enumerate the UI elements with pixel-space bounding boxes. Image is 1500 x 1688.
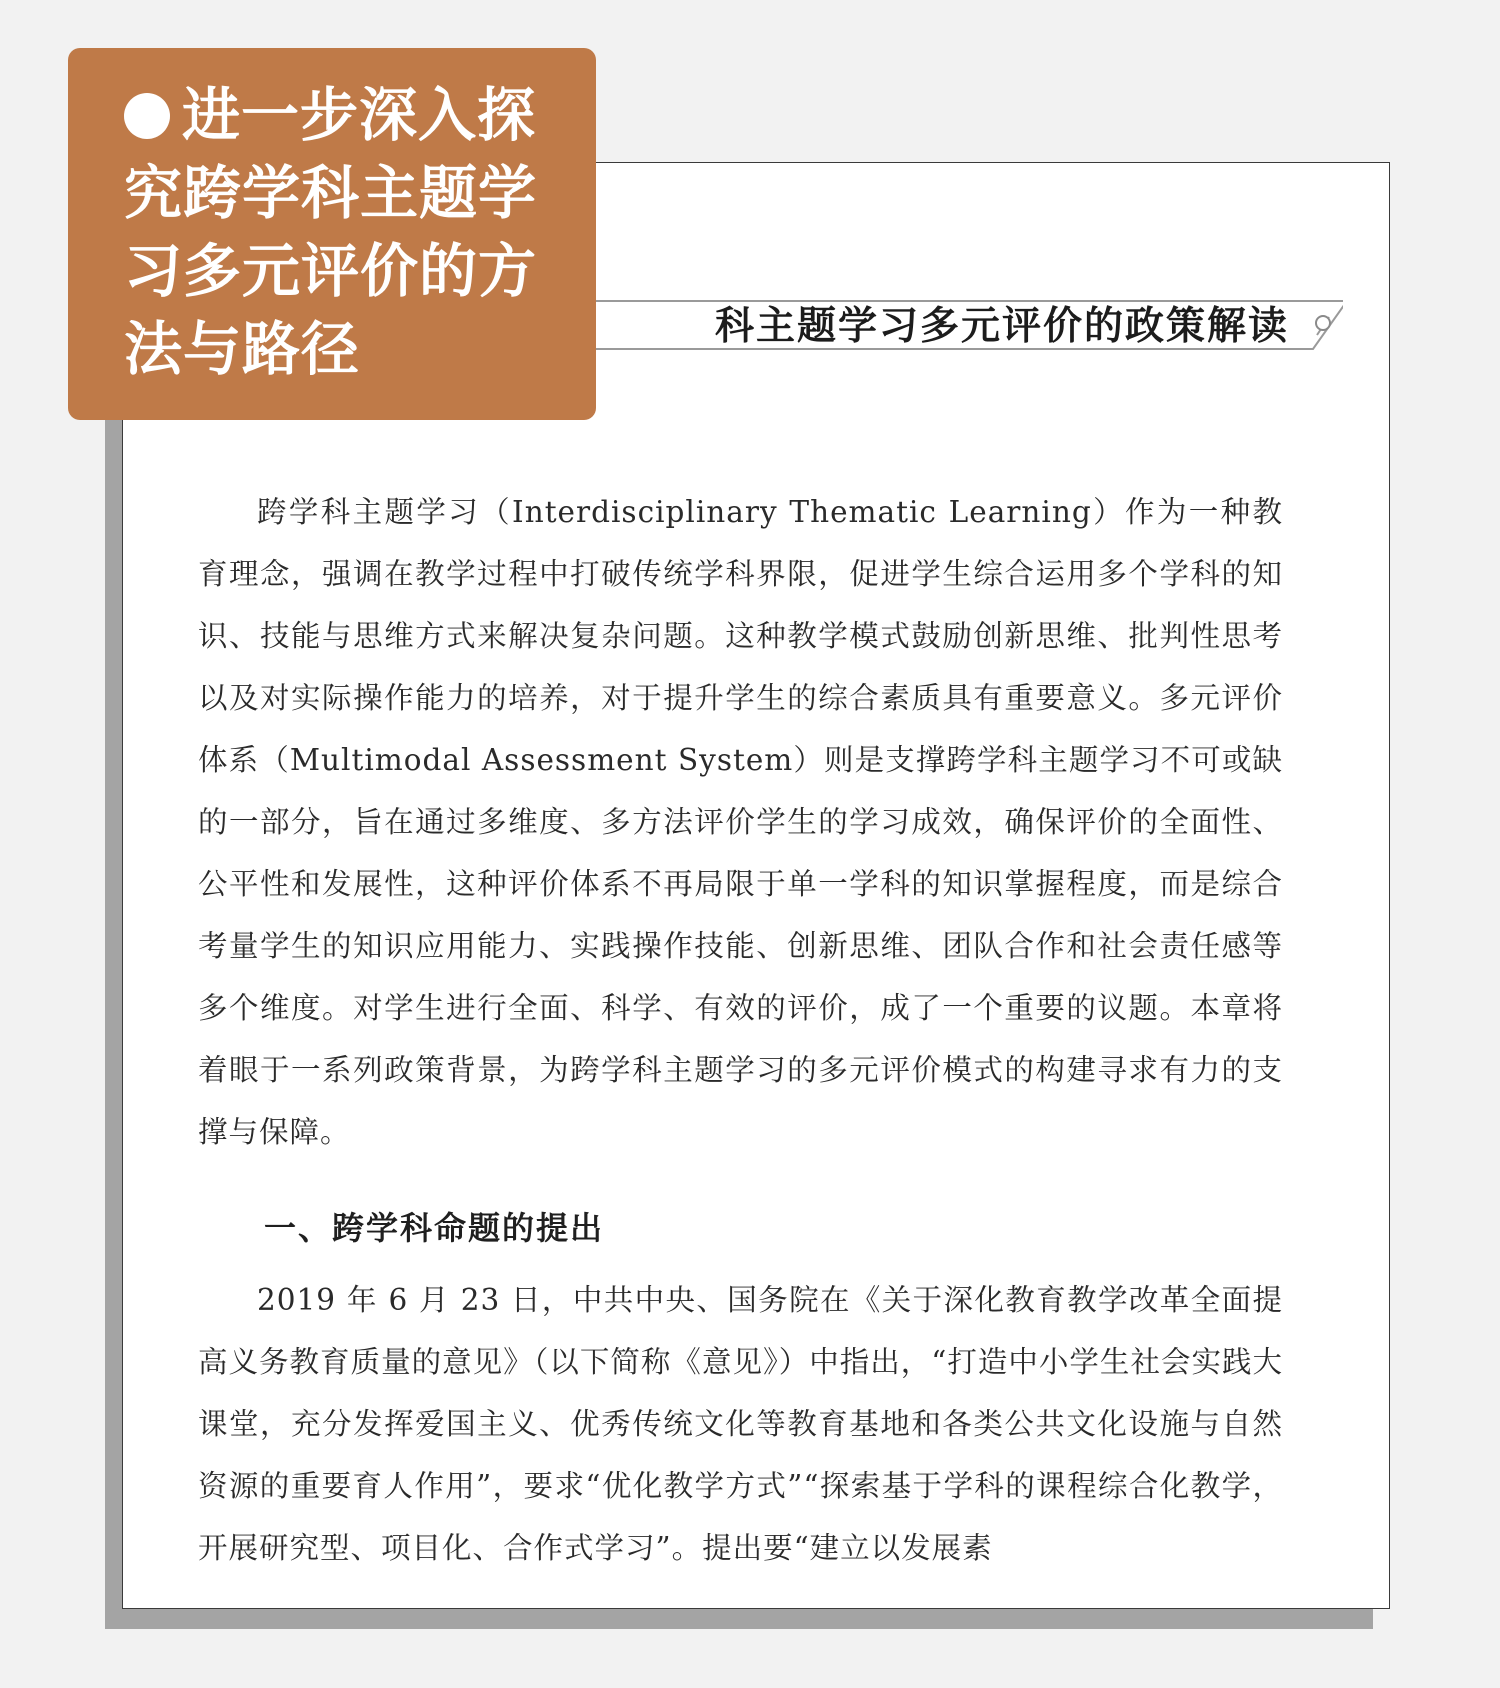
- highlight-card: [68, 48, 596, 420]
- highlight-text: [124, 76, 552, 388]
- section-paragraph: 2019 年 6 月 23 日，中共中央、国务院在《关于深化教育教学改革全面提高义务教育质量的意见》（以下简称《意见》）中指出，“打造中小学生社会实践大课堂，充分发挥爱国主义、优秀传统文化等教育基地和各类公共文化设施与自然资源的重要育人作用”，要求“优化教学方式”“探索基于学科的课程综合化教学，开展研究型、项目化、合作式学习”。提出要“建立以发展素: [198, 1283, 1283, 1565]
- highlight-label: 进一步深入探究跨学科主题学习多元评价的方法与路径: [124, 81, 538, 383]
- intro-paragraph: 跨学科主题学习（Interdisciplinary Thematic Learning）作为一种教育理念，强调在教学过程中打破传统学科界限，促进学生综合运用多个学科的知识、技能与思维方式来解决复杂问题。这种教学模式鼓励创新思维、批判性思考以及对实际操作能力的培养，对于提升学生的综合素质具有重要意义。多元评价体系（Multimodal Assessment System）则是支撑跨学科主题学习不可或缺的一部分，旨在通过多维度、多方法评价学生的学习成效，确保评价的全面性、公平性和发展性，这种评价体系不再局限于单一学科的知识掌握程度，而是综合考量学生的知识应用能力、实践操作技能、创新思维、团队合作和社会责任感等多个维度。对学生进行全面、科学、有效的评价，成了一个重要的议题。本章将着眼于一系列政策背景，为跨学科主题学习的多元评价模式的构建寻求有力的支撑与保障。: [198, 495, 1283, 1149]
- spacer: [198, 1163, 1283, 1197]
- spacer: [198, 1259, 1283, 1269]
- bullet-circle-icon: [124, 93, 170, 139]
- page-body: [198, 481, 1283, 1579]
- chapter-title: 科主题学习多元评价的政策解读: [714, 303, 1289, 349]
- chapter-title-banner: [573, 295, 1343, 357]
- section-heading: 一、跨学科命题的提出: [264, 1209, 605, 1247]
